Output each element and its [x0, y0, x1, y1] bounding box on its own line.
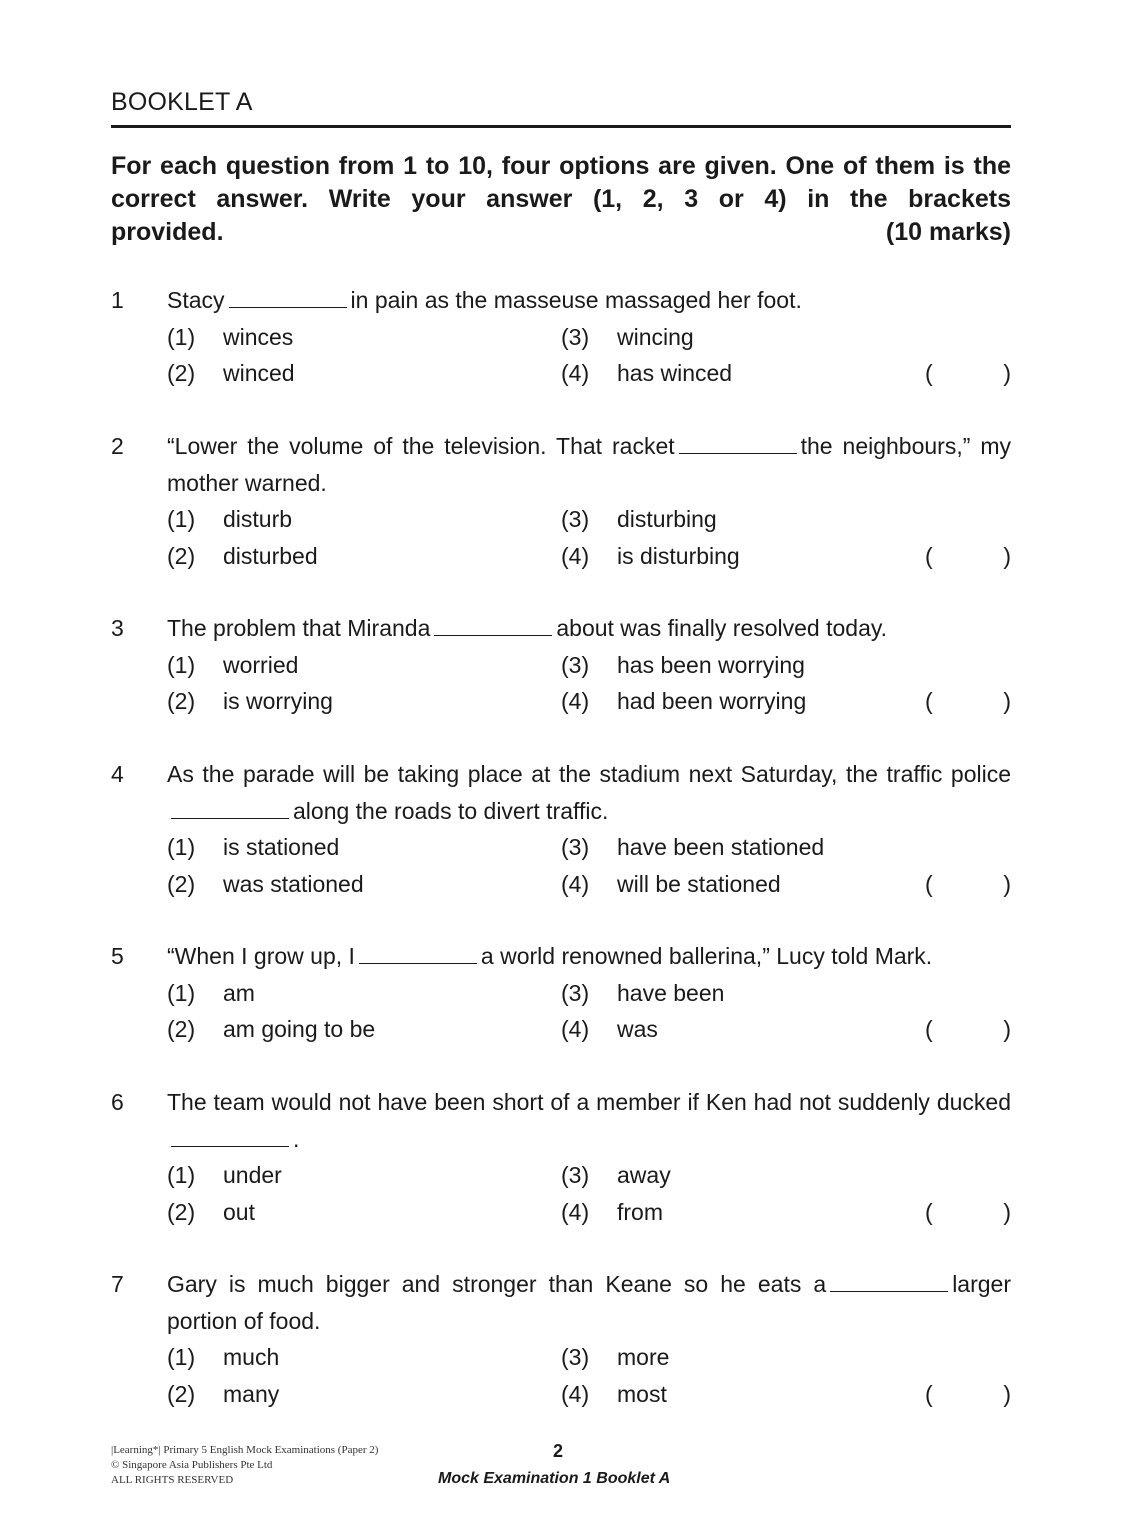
- option-4: (4) will be stationed: [561, 870, 781, 897]
- answer-blank: [229, 287, 347, 308]
- option-4: (4) is disturbing: [561, 542, 740, 569]
- option-4: (4) has winced: [561, 360, 733, 386]
- question-number: 6: [111, 1089, 124, 1115]
- question-number: 1: [111, 287, 124, 313]
- option-1: (1) under: [167, 1162, 282, 1188]
- publisher-line-3: ALL RIGHTS RESERVED: [111, 1474, 234, 1486]
- instructions-last-line: provided.: [111, 218, 224, 246]
- option-4: (4) most: [561, 1380, 667, 1407]
- option-3: (3) away: [561, 1162, 671, 1188]
- question-number: 7: [111, 1271, 124, 1297]
- question-stem: Stacy in pain as the masseuse massaged her foot.: [167, 287, 802, 313]
- marks-label: (10 marks): [885, 218, 1011, 246]
- option-2: (2) many: [167, 1380, 280, 1407]
- option-3: (3) have been stationed: [561, 834, 825, 860]
- answer-blank: [359, 943, 477, 964]
- answer-bracket[interactable]: ( ): [925, 360, 1011, 386]
- option-1: (1) disturb: [167, 506, 293, 532]
- instructions-text: For each question from 1 to 10, four options are given. One of them is the correct answer. Write your answer (1, 2, 3 or 4) in the brackets: [111, 152, 1011, 213]
- publisher-line-1: |Learning*| Primary 5 English Mock Examinations (Paper 2): [111, 1444, 379, 1456]
- option-3: (3) have been: [561, 979, 725, 1006]
- question-stem: The team would not have been short of a member if Ken had not suddenly ducked.: [167, 1089, 1011, 1152]
- answer-bracket[interactable]: ( ): [925, 542, 1011, 569]
- option-2: (2) am going to be: [167, 1016, 376, 1042]
- option-3: (3) has been worrying: [561, 651, 805, 678]
- option-3: (3) wincing: [561, 323, 694, 350]
- question-1: [111, 282, 1011, 392]
- publisher-line-2: © Singapore Asia Publishers Pte Ltd: [111, 1459, 273, 1471]
- question-number: 4: [111, 761, 124, 787]
- question-number: 2: [111, 433, 124, 459]
- question-3: [111, 610, 1011, 720]
- question-stem: “When I grow up, I a world renowned ballerina,” Lucy told Mark.: [167, 943, 933, 969]
- publisher-info: [111, 1443, 378, 1488]
- option-1: (1) winces: [167, 323, 294, 350]
- answer-blank: [171, 1126, 289, 1147]
- question-6: [111, 1084, 1011, 1230]
- question-number: 3: [111, 615, 124, 641]
- option-2: (2) was stationed: [167, 870, 364, 897]
- option-1: (1) am: [167, 979, 255, 1006]
- question-2: [111, 428, 1011, 574]
- answer-bracket[interactable]: ( ): [925, 688, 1011, 714]
- title-divider: [111, 125, 1011, 128]
- option-1: (1) is stationed: [167, 834, 340, 860]
- answer-bracket[interactable]: ( ): [925, 1016, 1011, 1042]
- answer-bracket[interactable]: ( ): [925, 1380, 1011, 1407]
- option-2: (2) out: [167, 1198, 255, 1225]
- answer-blank: [434, 615, 552, 636]
- answer-blank: [171, 798, 289, 819]
- option-2: (2) is worrying: [167, 688, 333, 714]
- option-4: (4) was: [561, 1016, 658, 1042]
- answer-blank: [679, 433, 797, 454]
- option-1: (1) much: [167, 1344, 280, 1370]
- answer-blank: [830, 1271, 948, 1292]
- question-5: [111, 938, 1011, 1048]
- option-1: (1) worried: [167, 651, 299, 678]
- page-number: 2: [553, 1441, 564, 1461]
- question-4: [111, 756, 1011, 902]
- answer-bracket[interactable]: ( ): [925, 1198, 1011, 1225]
- question-number: 5: [111, 943, 124, 969]
- answer-bracket[interactable]: ( ): [925, 870, 1011, 897]
- option-4: (4) had been worrying: [561, 688, 807, 714]
- option-2: (2) winced: [167, 360, 295, 386]
- option-4: (4) from: [561, 1198, 663, 1225]
- booklet-title: BOOKLET A: [111, 88, 253, 116]
- option-3: (3) more: [561, 1344, 670, 1370]
- exam-label: Mock Examination 1 Booklet A: [438, 1470, 671, 1487]
- question-stem: The problem that Miranda about was finally resolved today.: [167, 615, 888, 641]
- option-2: (2) disturbed: [167, 542, 318, 569]
- question-stem: As the parade will be taking place at the stadium next Saturday, the traffic policealong the roads to divert traffic.: [167, 761, 1011, 824]
- question-stem: Gary is much bigger and stronger than Keane so he eats a larger portion of food.: [167, 1271, 1011, 1334]
- question-7: [111, 1266, 1011, 1412]
- option-3: (3) disturbing: [561, 506, 717, 532]
- question-stem: “Lower the volume of the television. That racket the neighbours,” my mother warned.: [167, 433, 1011, 496]
- instructions: [111, 150, 1011, 249]
